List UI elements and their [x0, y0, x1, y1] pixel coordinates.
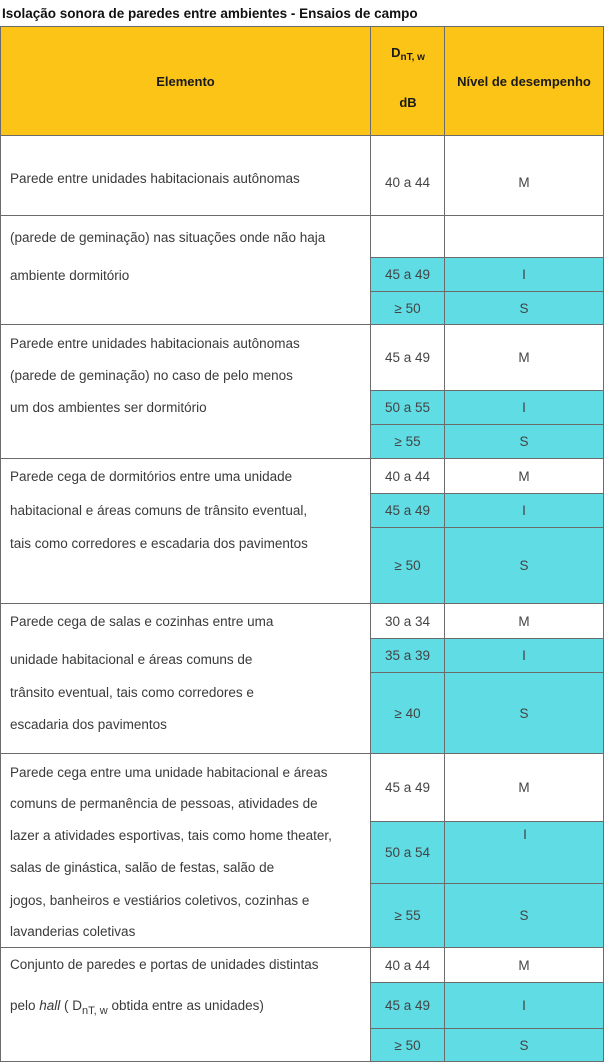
header-dntw-symbol: $D_{nT, w}$ [391, 45, 425, 63]
dntw-value: 50 a 55 [384, 400, 431, 415]
dntw-value: 45 a 49 [384, 780, 431, 795]
dntw-value-cell [370, 291, 445, 325]
element-text: (parede de geminação) no caso de pelo menos [10, 368, 293, 383]
level-cell [444, 947, 604, 983]
dntw-value: 45 a 49 [384, 998, 431, 1013]
dntw-value-cell [370, 135, 445, 216]
level-value: I [522, 998, 526, 1013]
level-cell [444, 527, 604, 604]
element-text: habitacional e áreas comuns de trânsito eventual, [10, 503, 308, 518]
level-cell [444, 424, 604, 459]
element-cell [0, 603, 371, 754]
level-cell [444, 603, 604, 639]
level-value: I [523, 827, 527, 842]
header-nivel-label: Nível de desempenho [457, 73, 591, 89]
dntw-value-cell [370, 458, 445, 494]
level-cell [444, 672, 604, 754]
dntw-value: 50 a 54 [384, 845, 431, 860]
level-cell [444, 982, 604, 1029]
table-title: Isolação sonora de paredes entre ambientes - Ensaios de campo [2, 6, 418, 21]
level-value: S [519, 558, 529, 573]
element-text: lazer a atividades esportivas, tais como home theater, [10, 828, 332, 843]
dntw-value-cell [370, 982, 445, 1029]
level-value: M [518, 350, 530, 365]
element-text: unidade habitacional e áreas comuns de [10, 652, 253, 667]
level-cell [444, 291, 604, 325]
level-value: M [518, 957, 530, 973]
level-cell [444, 390, 604, 425]
level-value: M [518, 780, 530, 795]
level-value: I [522, 648, 526, 663]
element-cell [0, 215, 371, 325]
element-cell [0, 753, 371, 948]
dntw-value-cell [370, 1028, 445, 1062]
header-elemento [0, 26, 371, 136]
dntw-value-cell [370, 424, 445, 459]
dntw-value: ≥ 50 [394, 300, 421, 316]
header-dntw-unit: dB [399, 95, 417, 110]
element-text: Parede cega de salas e cozinhas entre uma [10, 614, 274, 629]
element-text: pelo hall ( $D_{nT, w}$ obtida entre as unidades) [10, 998, 264, 1017]
dntw-value: 45 a 49 [384, 503, 431, 518]
level-cell [444, 135, 604, 216]
element-cell [0, 135, 371, 216]
dntw-value: ≥ 50 [394, 1037, 421, 1053]
element-cell [0, 458, 371, 604]
level-value: M [518, 613, 530, 629]
element-text: ambiente dormitório [10, 268, 130, 283]
level-value: S [519, 300, 529, 316]
dntw-value: 40 a 44 [384, 468, 431, 484]
dntw-value: 45 a 49 [384, 267, 431, 282]
header-nivel [444, 26, 604, 136]
level-cell [444, 493, 604, 528]
level-cell [444, 215, 604, 258]
dntw-value-cell [370, 390, 445, 425]
element-text: tais como corredores e escadaria dos pavimentos [10, 536, 308, 551]
element-text: Parede entre unidades habitacionais autônomas [10, 336, 300, 351]
dntw-value-cell [370, 753, 445, 822]
dntw-value: 30 a 34 [384, 613, 431, 629]
element-text: salas de ginástica, salão de festas, salão de [10, 860, 275, 875]
dntw-value: ≥ 55 [394, 908, 421, 923]
element-text: Parede cega de dormitórios entre uma unidade [10, 469, 293, 484]
element-text: trânsito eventual, tais como corredores e [10, 685, 254, 700]
dntw-value-cell [370, 493, 445, 528]
element-text: um dos ambientes ser dormitório [10, 400, 207, 415]
level-value: I [522, 400, 526, 415]
element-text: Parede cega entre uma unidade habitacional e áreas [10, 765, 328, 780]
dntw-value: 40 a 44 [384, 957, 431, 973]
element-text: Parede entre unidades habitacionais autônomas [10, 171, 300, 186]
header-elemento-label: Elemento [156, 73, 215, 89]
dntw-value-cell [370, 883, 445, 948]
element-text: lavanderias coletivas [10, 924, 136, 939]
dntw-value-cell [370, 603, 445, 639]
dntw-value: 45 a 49 [384, 350, 431, 365]
element-cell [0, 324, 371, 459]
element-text: escadaria dos pavimentos [10, 717, 167, 732]
level-value: M [518, 175, 530, 190]
dntw-value: ≥ 40 [394, 705, 421, 721]
dntw-value-cell [370, 821, 445, 884]
level-value: S [519, 434, 529, 449]
dntw-value-cell [370, 215, 445, 258]
level-value: S [519, 1037, 529, 1053]
level-value: I [522, 503, 526, 518]
level-value: M [518, 468, 530, 484]
level-value: I [522, 267, 526, 282]
dntw-value: 40 a 44 [384, 175, 431, 190]
element-text: Conjunto de paredes e portas de unidades distintas [10, 957, 319, 972]
dntw-value-cell [370, 672, 445, 754]
level-cell [444, 821, 604, 884]
level-cell [444, 324, 604, 391]
dntw-value-cell [370, 947, 445, 983]
element-text: (parede de geminação) nas situações onde não haja [10, 230, 326, 245]
dntw-value-cell [370, 324, 445, 391]
level-cell [444, 753, 604, 822]
level-value: S [519, 908, 529, 923]
dntw-value: 35 a 39 [384, 648, 431, 663]
element-text: jogos, banheiros e vestiários coletivos, cozinhas e [10, 893, 310, 908]
dntw-value: ≥ 50 [394, 558, 421, 573]
element-text: comuns de permanência de pessoas, atividades de [10, 796, 318, 811]
level-cell [444, 1028, 604, 1062]
level-cell [444, 257, 604, 292]
dntw-value: ≥ 55 [394, 434, 421, 449]
dntw-value-cell [370, 527, 445, 604]
dntw-value-cell [370, 638, 445, 673]
header-dntw [370, 26, 445, 136]
level-cell [444, 638, 604, 673]
element-cell [0, 947, 371, 1062]
level-cell [444, 458, 604, 494]
level-cell [444, 883, 604, 948]
dntw-value-cell [370, 257, 445, 292]
performance-table [0, 26, 606, 1063]
level-value: S [519, 705, 529, 721]
